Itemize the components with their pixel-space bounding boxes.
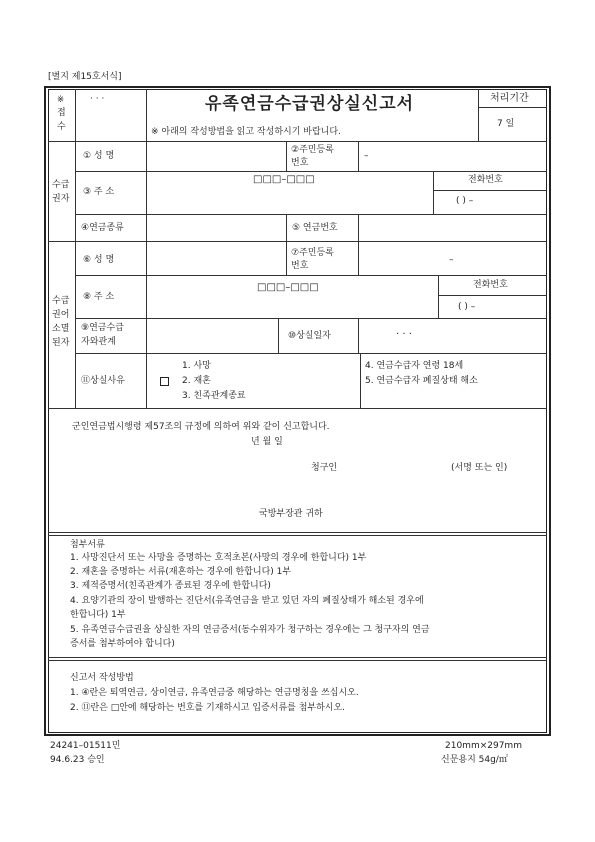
list-item: 한합니다) 1부 xyxy=(70,610,126,620)
recipient-name-label: ① 성 명 xyxy=(83,151,115,161)
reason-option-disability-resolved: 5. 연금수급자 폐질상태 해소 xyxy=(365,376,478,386)
recipient-phone-label: 전화번호 xyxy=(468,175,503,185)
deceased-name-label: ⑥ 성 명 xyxy=(83,255,115,265)
reason-option-death: 1. 사망 xyxy=(182,361,211,371)
pension-number-label: ⑤ 연금번호 xyxy=(292,223,338,233)
deceased-rrn-field[interactable]: – xyxy=(449,255,454,265)
deceased-phone-field[interactable]: ( ) – xyxy=(458,302,476,312)
pension-type-field[interactable] xyxy=(147,215,285,240)
form-inner-frame xyxy=(48,89,547,733)
declaration-date[interactable]: 년 월 일 xyxy=(251,437,283,447)
deceased-name-field[interactable] xyxy=(147,242,285,274)
reason-option-age-18: 4. 연금수급자 연령 18세 xyxy=(365,361,464,371)
approval-number: 24241–01511민 xyxy=(50,741,121,751)
list-item: 1. 사망진단서 또는 사망을 증명하는 호적초본(사망의 경우에 한합니다) 1부 xyxy=(70,553,367,563)
pension-number-field[interactable] xyxy=(359,215,546,240)
list-item: 증서를 첨부하여야 합니다) xyxy=(70,639,175,649)
reason-option-remarriage: 2. 재혼 xyxy=(182,376,211,386)
signature-label: (서명 또는 인) xyxy=(451,463,508,473)
list-item: 4. 요양기관의 장이 발행하는 진단서(유족연금을 받고 있던 자의 폐질상태가 해소된 경우에 xyxy=(70,596,424,606)
attachments-heading: 첨부서류 xyxy=(70,540,105,550)
loss-date-field[interactable]: · · · xyxy=(396,329,412,340)
loss-date-label: ⑩상실일자 xyxy=(288,331,331,341)
recipient-phone-field[interactable]: ( ) – xyxy=(456,196,474,206)
loss-reason-checkbox[interactable] xyxy=(160,377,169,386)
list-item: 3. 제적증명서(친족관계가 종료된 경우에 한합니다) xyxy=(70,581,271,591)
processing-period-label: 처리기간 xyxy=(490,93,529,104)
intake-number-field[interactable]: · · · xyxy=(90,94,105,104)
list-item: 1. ④란은 퇴역연금, 상이연금, 유족연금중 해당하는 연금명칭을 쓰십시오. xyxy=(70,688,359,698)
recipient-address-label: ③ 주 소 xyxy=(83,187,115,197)
pension-type-label: ④연금종류 xyxy=(81,223,124,233)
list-item: 2. 재혼을 증명하는 서류(재혼하는 경우에 한합니다) 1부 xyxy=(70,567,292,577)
recipient-postal-code[interactable]: □□□–□□□ xyxy=(253,174,315,185)
form-code: [별지 제15호서식] xyxy=(48,72,122,82)
relation-field[interactable] xyxy=(147,319,277,352)
reason-option-kinship-ended: 3. 친족관계종료 xyxy=(182,391,246,401)
deceased-address-label: ⑧ 주 소 xyxy=(83,292,115,302)
paper-type: 신문용지 54g/㎡ xyxy=(441,755,508,765)
form-title: 유족연금수급권상실신고서 xyxy=(205,94,415,114)
addressee: 국방부장관 귀하 xyxy=(259,509,323,519)
instruction-note: ※ 아래의 작성방법을 읽고 작성하시기 바랍니다. xyxy=(151,127,341,137)
paper-size: 210mm×297mm xyxy=(445,741,522,751)
how-to-fill-heading: 신고서 작성방법 xyxy=(70,673,134,683)
approval-date: 94.6.23 승인 xyxy=(50,755,105,765)
deceased-postal-code[interactable]: □□□–□□□ xyxy=(257,282,319,293)
recipient-name-field[interactable] xyxy=(147,142,285,170)
recipient-rrn-field[interactable]: – xyxy=(364,151,369,161)
reporter-name-field[interactable] xyxy=(345,460,445,476)
processing-period-value: 7 일 xyxy=(497,119,515,129)
loss-reason-label: ⑪상실사유 xyxy=(81,376,125,386)
deceased-phone-label: 전화번호 xyxy=(473,280,508,290)
list-item: 5. 유족연금수급권을 상실한 자의 연금증서(동수위자가 청구하는 경우에는 그 청구자의 연금 xyxy=(70,625,430,635)
reporter-label: 청구인 xyxy=(311,463,338,473)
declaration-statement: 군인연금법시행령 제57조의 규정에 의하여 위와 같이 신고합니다. xyxy=(72,422,330,432)
list-item: 2. ⑪란은 □안에 해당하는 번호를 기재하시고 입증서류를 첨부하시오. xyxy=(70,703,346,713)
